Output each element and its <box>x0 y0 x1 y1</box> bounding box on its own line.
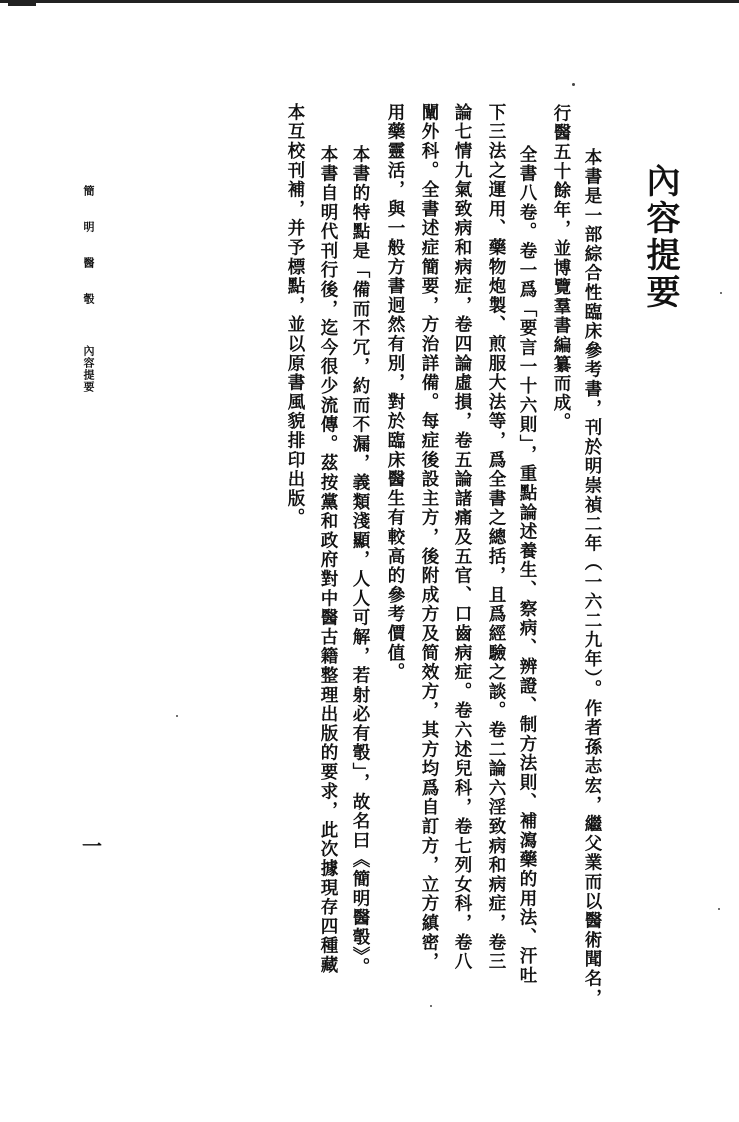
page-number: 一 <box>82 834 102 858</box>
text-column-7: 用藥靈活，與一般方書迥然有別，對於臨床醫生有較高的參考價值。 <box>385 103 405 682</box>
page-title: 內容提要 <box>640 163 680 311</box>
text-column-4: 下三法之運用、藥物炮製、煎服大法等，爲全書之總括，且爲經驗之談。卷二論六淫致病和病症，卷三 <box>486 103 506 972</box>
text-column-3: 全書八卷。卷一爲「要言一十六則」，重點論述養生、察病、辨證、制方法則、補瀉藥的用法、汗吐 <box>517 145 537 986</box>
text-column-1: 本書是一部綜合性臨床參考書，刊於明崇禎二年（一六二九年）。作者孫志宏，繼父業而以醫術聞名， <box>582 148 602 1008</box>
text-column-2: 行醫五十餘年，並博覽羣書編纂而成。 <box>551 104 571 433</box>
text-column-9: 本書自明代刊行後，迄今很少流傳。茲按黨和政府對中醫古籍整理出版的要求，此次據現存四種藏 <box>318 145 338 975</box>
scan-speck <box>176 715 178 717</box>
scan-speck <box>718 908 720 910</box>
scan-speck <box>430 1005 432 1007</box>
text-column-10: 本互校刊補，并予標點，並以原書風貌排印出版。 <box>285 103 305 528</box>
side-label-section: 內容提要 <box>82 345 95 393</box>
scan-top-mark <box>8 0 36 6</box>
text-column-6: 闡外科。全書述症簡要，方治詳備。每症後設主方，後附成方及简效方，其方均爲自訂方，立方縝密， <box>419 103 439 972</box>
text-column-5: 論七情九氣致病和病症，卷四論虛損，卷五論諸痛及五官、口齒病症。卷六述兒科，卷七列女科，卷八 <box>452 103 472 972</box>
scan-speck <box>720 292 722 294</box>
scan-top-border <box>0 0 739 3</box>
side-label-book-title: 簡明醫彀 <box>82 185 95 329</box>
scan-speck <box>572 83 575 86</box>
text-column-8: 本書的特點是「備而不冗，約而不漏，義類淺顯，人人可解，若射必有彀」，故名曰《簡明醫彀》。 <box>350 145 370 977</box>
